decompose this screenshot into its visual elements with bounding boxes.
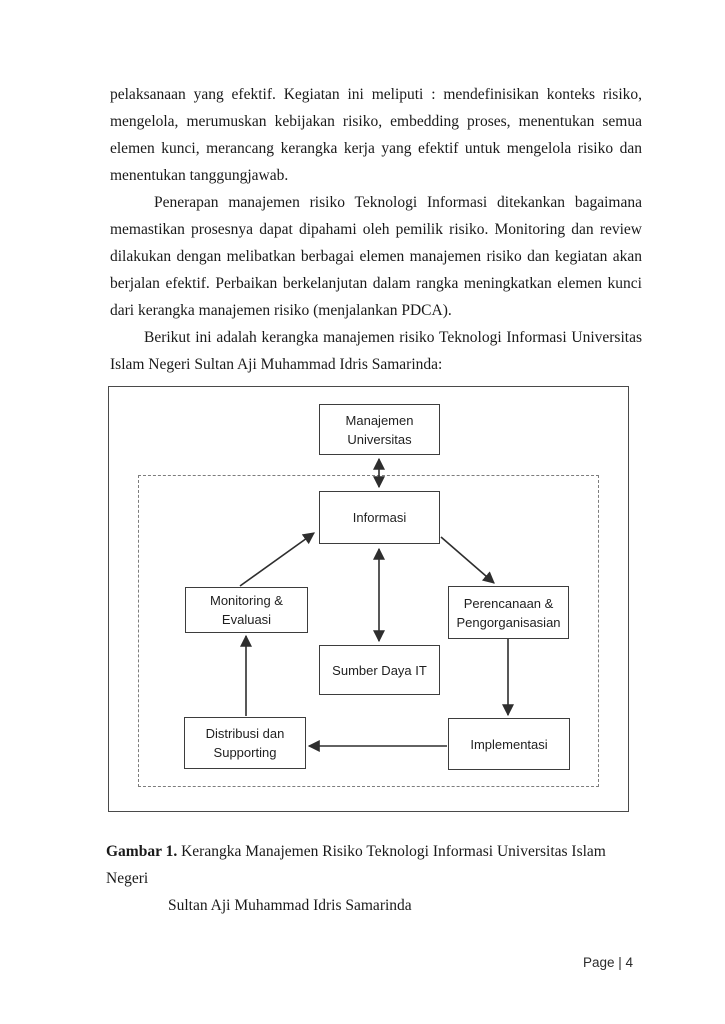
node-implementasi: Implementasi [448,718,570,770]
node-manajemen-universitas: Manajemen Universitas [319,404,440,455]
figure-caption-label: Gambar 1. [106,843,178,860]
figure-caption-text: Kerangka Manajemen Risiko Teknologi Informasi Universitas Islam Negeri [106,843,606,887]
figure-caption-line1 [106,838,646,892]
node-informasi: Informasi [319,491,440,544]
node-monitoring-evaluasi: Monitoring & Evaluasi [185,587,308,633]
figure-caption-line2: Sultan Aji Muhammad Idris Samarinda [168,897,412,914]
arrow-monitoring-to-informasi [240,533,314,586]
figure-caption [106,838,646,919]
page-number: Page | 4 [582,955,633,970]
paragraph-3: Berikut ini adalah kerangka manajemen risiko Teknologi Informasi Universitas Islam Negeri Sultan Aji Muhammad Idris Samarinda: [110,329,642,373]
paragraph-2: Penerapan manajemen risiko Teknologi Informasi ditekankan bagaimana memastikan prosesnya dapat dipahami oleh pemilik risiko. Monitoring dan review dilakukan dengan melibatkan berbagai elemen manajemen risiko dan kegiatan akan berjalan efektif. Perbaikan berkelanjutan dalam rangka meningkatkan elemen kunci dari kerangka manajemen risiko (menjalankan PDCA). [110,194,642,319]
node-perencanaan-pengorganisasian: Perencanaan & Pengorganisasian [448,586,569,639]
figure-diagram-frame [108,386,629,812]
node-sumber-daya-it: Sumber Daya IT [319,645,440,695]
body-text [110,81,642,378]
arrow-informasi-to-perencanaan [441,537,494,583]
node-distribusi-supporting: Distribusi dan Supporting [184,717,306,769]
paragraph-1: pelaksanaan yang efektif. Kegiatan ini meliputi : mendefinisikan konteks risiko, mengelola, merumuskan kebijakan risiko, embedding proses, menentukan semua elemen kunci, merancang kerangka kerja yang efektif untuk mengelola risiko dan menentukan tanggungjawab. [110,86,642,184]
